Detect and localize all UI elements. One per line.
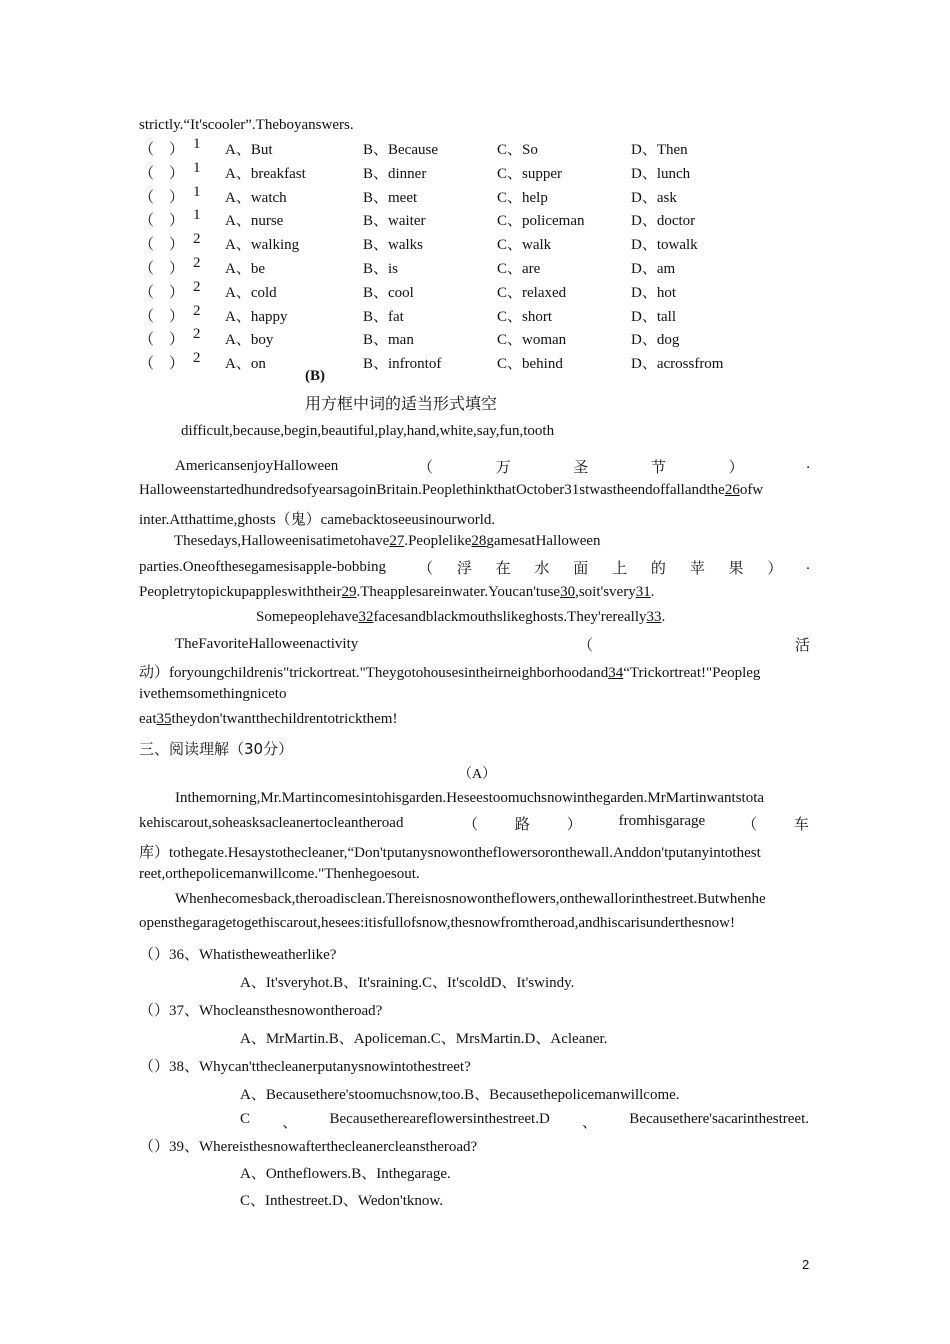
p1-gloss: （ 万 圣 节 ） . [418, 456, 810, 476]
blank-33[interactable]: 33 [646, 609, 662, 625]
question-39-options-1: A、Ontheflowers.B、Inthegarage. [240, 1166, 451, 1182]
question-number: 2 [193, 326, 201, 343]
p1-line3: inter.Atthattime,ghosts（鬼）camebacktoseeusinourworld. [139, 512, 496, 528]
blank-30[interactable]: 30 [560, 584, 576, 600]
section-b-instruction: 用方框中词的适当形式填空 [305, 394, 498, 413]
p1-start: AmericansenjoyHalloween [175, 458, 339, 474]
option-a[interactable]: A、watch [225, 189, 287, 206]
option-c[interactable]: C、woman [497, 332, 567, 349]
section3-heading: 三、阅读理解（30分） [139, 740, 294, 758]
cloze-row [139, 209, 819, 231]
option-d[interactable]: D、am [631, 261, 676, 277]
question-36-options: A、It'sveryhot.B、It'sraining.C、It'scoldD、It'swindy. [240, 975, 575, 991]
question-38-options-1: A、Becausethere'stoomuchsnow,too.B、Becausethepolicemanwillcome. [240, 1087, 680, 1103]
intro-line: strictly.“It'scooler”.Theboyanswers. [139, 117, 354, 133]
option-b[interactable]: B、is [363, 261, 399, 277]
para1-line1: Inthemorning,Mr.Martincomesintohisgarden.Heseestoomuchsnowinthegarden.MrMartinwantstota [175, 790, 765, 806]
question-36: （）36、Whatistheweatherlike? [139, 947, 337, 963]
question-number: 2 [193, 302, 201, 319]
option-d[interactable]: D、Then [631, 142, 688, 158]
option-d[interactable]: D、ask [631, 189, 677, 206]
option-b[interactable]: B、infrontof [363, 356, 442, 373]
question-number: 2 [193, 350, 201, 367]
p4-gloss: （ 活 [578, 638, 810, 654]
p4-start: TheFavoriteHalloweenactivity [175, 636, 359, 652]
section3-sub: （A） [458, 767, 497, 782]
cloze-row [139, 278, 819, 303]
option-a[interactable]: A、breakfast [225, 165, 306, 182]
cloze-row [139, 352, 819, 374]
option-c[interactable]: C、supper [497, 165, 562, 182]
question-number: 1 [193, 136, 201, 152]
option-a[interactable]: A、cold [225, 284, 277, 301]
answer-paren[interactable]: （ ） [139, 284, 185, 301]
option-a[interactable]: A、walking [225, 237, 300, 254]
option-c[interactable]: C、are [497, 261, 541, 277]
p2-line3: Peopletrytopickupappleswiththeir29.Theapplesareinwater.Youcan'tuse30,soit'svery31. [139, 584, 655, 600]
option-a[interactable]: A、boy [225, 332, 274, 349]
para2-line1: Whenhecomesback,theroadisclean.Thereisnosnowontheflowers,onthewallorinthestreet.Butwhenhe [175, 891, 766, 907]
option-c[interactable]: C、short [497, 308, 553, 325]
cloze-row [139, 328, 819, 350]
option-d[interactable]: D、hot [631, 284, 677, 301]
option-b[interactable]: B、fat [363, 308, 404, 325]
para1-line2-gloss: （ 路 ） fromhisgarage （ 车 [463, 813, 809, 833]
para2-line2: opensthegaragetogethiscarout,hesees:itisfullofsnow,thesnowfromtheroad,andhiscarisunderthesnow! [139, 915, 735, 931]
option-d[interactable]: D、acrossfrom [631, 356, 724, 373]
option-a[interactable]: A、be [225, 261, 265, 277]
option-b[interactable]: B、man [363, 332, 414, 349]
option-b[interactable]: B、cool [363, 284, 414, 301]
blank-31[interactable]: 31 [635, 584, 651, 600]
option-b[interactable]: B、dinner [363, 165, 427, 182]
answer-paren[interactable]: （ ） [139, 165, 185, 182]
question-38: （）38、Whycan'tthecleanerputanysnowintothestreet? [139, 1059, 471, 1075]
cloze-row [139, 183, 819, 208]
option-a[interactable]: A、nurse [225, 213, 284, 230]
answer-paren[interactable]: （ ） [139, 142, 185, 158]
p2-gloss: （ 浮 在 水 面 上 的 苹 果 ） . [418, 557, 810, 577]
cloze-row [139, 233, 819, 255]
question-number: 2 [193, 231, 201, 248]
option-c[interactable]: C、help [497, 189, 548, 206]
p4-line2: 动）foryoungchildrenis"trickortreat."Theygotohousesintheirneighborhoodand34“Trickortreat!"Peopleg [139, 665, 761, 681]
option-c[interactable]: C、behind [497, 356, 563, 373]
option-b[interactable]: B、meet [363, 189, 418, 206]
para1-line3: 库）tothegate.Hesaystothecleaner,“Don'tputanysnowontheflowersoronthewall.Anddon'tputanyintothest [139, 845, 761, 861]
answer-paren[interactable]: （ ） [139, 213, 185, 230]
question-number: 1 [193, 159, 201, 176]
cloze-row [139, 159, 819, 184]
blank-32[interactable]: 32 [358, 609, 374, 625]
option-d[interactable]: D、lunch [631, 165, 691, 182]
option-b[interactable]: B、Because [363, 142, 438, 158]
answer-paren[interactable]: （ ） [139, 356, 185, 373]
answer-paren[interactable]: （ ） [139, 308, 185, 325]
question-number: 1 [193, 207, 201, 224]
para1-line4: reet,orthepolicemanwillcome."Thenhegoesout. [139, 866, 420, 882]
p3-line: Somepeoplehave32facesandblackmouthslikeghosts.They'rereally33. [256, 609, 666, 625]
p4-line4: eat35theydon'twantthechildrentotrickthem! [139, 711, 398, 727]
question-38-options-2: C 、 Becausethereareflowersinthestreet.D 、 Becausethere'sacarinthestreet. [240, 1111, 809, 1131]
word-box: difficult,because,begin,beautiful,play,hand,white,say,fun,tooth [181, 423, 555, 439]
answer-paren[interactable]: （ ） [139, 332, 185, 349]
option-a[interactable]: A、happy [225, 308, 288, 325]
option-c[interactable]: C、relaxed [497, 284, 567, 301]
p2-line1: Thesedays,Halloweenisatimetohave27.Peoplelike28gamesatHalloween [174, 533, 601, 549]
option-b[interactable]: B、walks [363, 237, 424, 254]
section-b-label: (B) [305, 368, 325, 384]
blank-34[interactable]: 34 [608, 665, 624, 681]
para1-line2-start: kehiscarout,soheasksacleanertocleantheroad [139, 815, 404, 831]
question-37-options: A、MrMartin.B、Apoliceman.C、MrsMartin.D、Acleaner. [240, 1031, 608, 1047]
p1-line2: HalloweenstartedhundredsofyearsagoinBritain.PeoplethinkthatOctober31stwastheendoffallandthe26ofw [139, 482, 764, 498]
option-c[interactable]: C、policeman [497, 213, 585, 230]
question-number: 1 [193, 183, 201, 200]
blank-35[interactable]: 35 [156, 711, 172, 727]
blank-27[interactable]: 27 [389, 533, 405, 549]
option-d[interactable]: D、doctor [631, 213, 696, 230]
blank-29[interactable]: 29 [341, 584, 357, 600]
cloze-row [139, 302, 819, 327]
answer-paren[interactable]: （ ） [139, 261, 185, 277]
question-37: （）37、Whocleansthesnowontheroad? [139, 1003, 383, 1019]
option-d[interactable]: D、tall [631, 308, 676, 325]
question-number: 2 [193, 255, 201, 271]
question-number: 2 [193, 278, 201, 295]
option-b[interactable]: B、waiter [363, 213, 426, 230]
cloze-row [139, 138, 819, 160]
option-a[interactable]: A、on [225, 356, 266, 373]
blank-26[interactable]: 26 [724, 482, 740, 498]
p2-line2-start: parties.Oneofthesegamesisapple-bobbing [139, 559, 387, 575]
page-number: 2 [802, 1257, 810, 1272]
cloze-row [139, 257, 819, 279]
option-a[interactable]: A、But [225, 142, 273, 158]
option-d[interactable]: D、towalk [631, 237, 698, 254]
option-c[interactable]: C、So [497, 142, 538, 158]
p4-line3: ivethemsomethingniceto [139, 686, 287, 702]
option-c[interactable]: C、walk [497, 237, 552, 254]
option-d[interactable]: D、dog [631, 332, 680, 349]
question-39: （）39、Whereisthesnowafterthecleanercleanstheroad? [139, 1139, 478, 1155]
answer-paren[interactable]: （ ） [139, 237, 185, 254]
blank-28[interactable]: 28 [471, 533, 487, 549]
question-39-options-2: C、Inthestreet.D、Wedon'tknow. [240, 1193, 443, 1209]
answer-paren[interactable]: （ ） [139, 189, 185, 206]
